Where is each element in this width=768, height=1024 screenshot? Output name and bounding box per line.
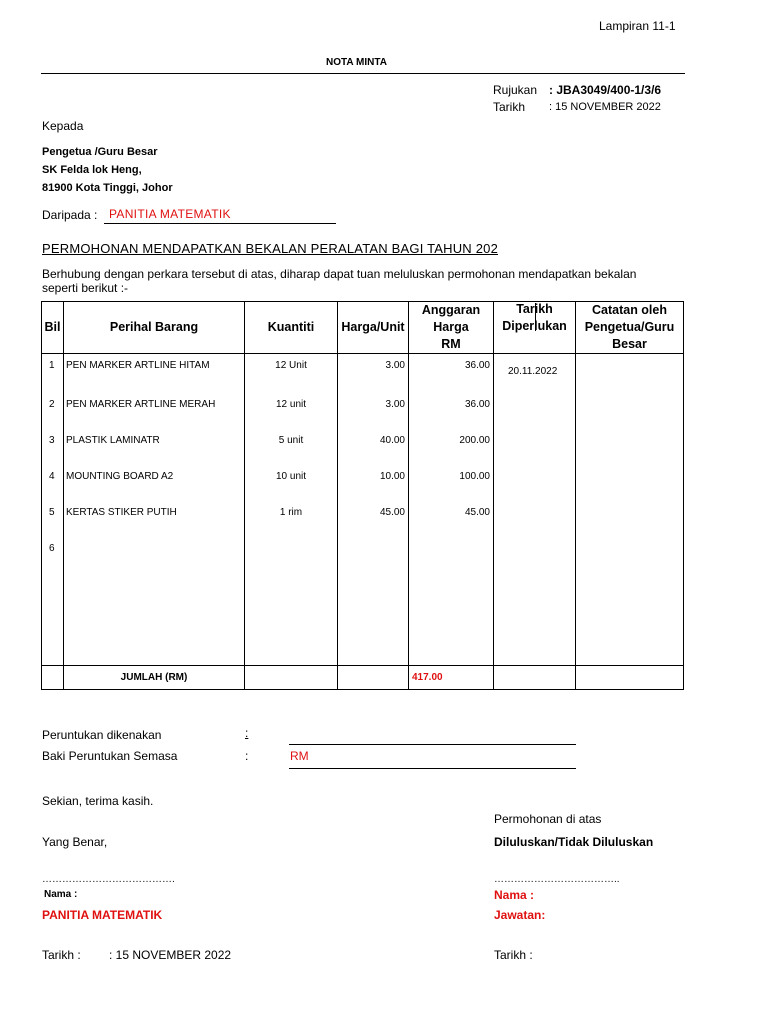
total-row: [42, 666, 684, 690]
peruntukan-label: Peruntukan dikenakan: [42, 728, 162, 742]
tarikh-label-right: Tarikh :: [494, 948, 533, 962]
unit-price-column: [338, 354, 409, 666]
baki-label: Baki Peruntukan Semasa: [42, 749, 178, 763]
row-5-unit-price: 45.00: [379, 507, 405, 518]
remarks-column: [576, 354, 684, 666]
items-table: [41, 301, 684, 690]
row-2-item: PEN MARKER ARTLINE MERAH: [66, 399, 216, 410]
row-3-item: PLASTIK LAMINATR: [66, 435, 160, 446]
cursor-line: [535, 303, 536, 331]
header-anggaran: Anggaran Harga RM: [409, 302, 494, 354]
row-5-amount: 45.00: [464, 507, 490, 518]
daripada-value: PANITIA MATEMATIK: [109, 207, 231, 221]
row-1-bil: 1: [49, 360, 55, 371]
date-column: [494, 354, 576, 666]
intro-line-2: seperti berikut :-: [42, 281, 129, 295]
row-1-qty: 12 Unit: [275, 360, 307, 371]
header-harga-unit: Harga/Unit: [338, 302, 409, 354]
document-title: NOTA MINTA: [326, 57, 387, 68]
kepada-label: Kepada: [42, 119, 84, 133]
row-1-amount: 36.00: [464, 360, 490, 371]
signature-dots-right: ………………………………..: [494, 874, 620, 885]
nama-value-left: PANITIA MATEMATIK: [42, 908, 163, 922]
daripada-underline: [104, 223, 336, 224]
header-perihal: Perihal Barang: [64, 302, 245, 354]
amount-column: [409, 354, 494, 666]
row-4-bil: 4: [49, 471, 55, 482]
baki-line[interactable]: [289, 768, 576, 769]
qty-column: [245, 354, 338, 666]
row-1-item: PEN MARKER ARTLINE HITAM: [66, 360, 210, 371]
sekian-text: Sekian, terima kasih.: [42, 794, 154, 808]
daripada-label: Daripada :: [42, 208, 98, 222]
row-4-unit-price: 10.00: [379, 471, 405, 482]
row-3-amount: 200.00: [459, 435, 490, 446]
row-5-bil: 5: [49, 507, 55, 518]
subject-heading: PERMOHONAN MENDAPATKAN BEKALAN PERALATAN BAGI TAHUN 202: [42, 241, 498, 256]
table-header-row: [42, 302, 684, 354]
jawatan-label: Jawatan:: [494, 908, 546, 922]
nama-label-left: Nama :: [44, 889, 78, 900]
row-5-qty: 1 rim: [279, 507, 303, 518]
baki-value: RM: [290, 749, 309, 763]
item-column: [64, 354, 245, 666]
baki-colon: :: [245, 749, 249, 763]
table-body-row: [42, 354, 684, 666]
header-tarikh: Tarikh Diperlukan: [494, 302, 576, 354]
rujukan-label: Rujukan: [493, 83, 538, 97]
recipient-line-2: SK Felda lok Heng,: [42, 164, 142, 176]
signature-dots-left: ………………………………….: [42, 874, 175, 885]
yang-benar-text: Yang Benar,: [42, 835, 108, 849]
tarikh-label: Tarikh: [493, 100, 526, 114]
appendix-label: Lampiran 11-1: [599, 19, 676, 33]
row-4-item: MOUNTING BOARD A2: [66, 471, 174, 482]
row-6-bil: 6: [49, 543, 55, 554]
nama-label-right: Nama :: [494, 888, 535, 902]
row-3-unit-price: 40.00: [379, 435, 405, 446]
total-label: JUMLAH (RM): [64, 666, 245, 690]
tarikh-label-left: Tarikh :: [42, 948, 81, 962]
row-3-qty: 5 unit: [278, 435, 304, 446]
peruntukan-colon: :: [245, 726, 249, 740]
tarikh-value: : 15 NOVEMBER 2022: [549, 101, 661, 113]
row-4-amount: 100.00: [459, 471, 490, 482]
row-1-date: 20.11.2022: [508, 366, 558, 377]
row-4-qty: 10 unit: [275, 471, 307, 482]
approval-status: Diluluskan/Tidak Diluluskan: [494, 835, 654, 849]
header-kuantiti: Kuantiti: [245, 302, 338, 354]
row-2-bil: 2: [49, 399, 55, 410]
row-2-qty: 12 unit: [275, 399, 307, 410]
header-catatan: Catatan oleh Pengetua/Guru Besar: [576, 302, 684, 354]
recipient-line-3: 81900 Kota Tinggi, Johor: [42, 182, 173, 194]
row-2-amount: 36.00: [464, 399, 490, 410]
recipient-line-1: Pengetua /Guru Besar: [42, 146, 158, 158]
row-3-bil: 3: [49, 435, 55, 446]
title-divider: [41, 73, 685, 74]
total-value: 417.00: [409, 666, 494, 690]
tarikh-value-left: : 15 NOVEMBER 2022: [109, 948, 232, 962]
row-1-unit-price: 3.00: [385, 360, 405, 371]
row-5-item: KERTAS STIKER PUTIH: [66, 507, 177, 518]
intro-line-1: Berhubung dengan perkara tersebut di atas, diharap dapat tuan meluluskan permohonan mendapatkan bekalan: [42, 267, 637, 281]
rujukan-value: : JBA3049/400-1/3/6: [549, 83, 662, 97]
permohonan-text: Permohonan di atas: [494, 812, 602, 826]
row-2-unit-price: 3.00: [385, 399, 405, 410]
bil-column: [42, 354, 64, 666]
header-bil: Bil: [42, 302, 64, 354]
peruntukan-line[interactable]: [289, 744, 576, 745]
